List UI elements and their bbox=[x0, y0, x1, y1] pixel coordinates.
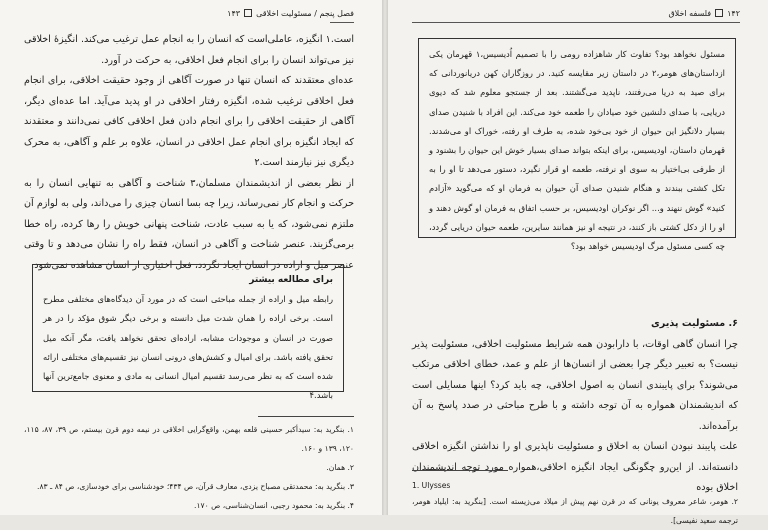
right-paragraph-2: علت پایبند نبودن انسان به اخلاق و مسئولیت ناپذیری او را نداشتن انگیزه اخلاقی دانسته‌اند. از این‌رو چگونگی ایجاد انگیزه اخلاقی،همواره مورد توجه اندیشمندان اخلاق بوده bbox=[412, 441, 738, 493]
section-title: ۶. مسئولیت پذیری bbox=[651, 318, 738, 329]
story-text: مسئول نخواهد بود؟ تفاوت کار شاهزاده رومی را با تصمیم اُدیسیس،۱ قهرمان یکی ازداستان‌های هومر،۲ در داستان زیر مقایسه کنید. در روزگاران کهن دریانوردانی که برای صید به دریا می‌رفتند، ناپدید می‌گشتند. بعد از جستجو معلوم شد که دیوی دریایی، با صدای دلنشین خود صیادان را طعمه خود می‌کند. این افراد با شنیدن صدای بسیار دلانگیز این حیوان از خود بی‌خود شده، به طرف او رفته، خوراک او می‌شدند. قهرمان داستان، اودیسیس، برای اینکه بتواند صدای بسیار خوش این حیوان را بشنود و از طرفی بی‌اختیار به سوی او نرفته، طعمه او قرار نگیرد، دستور می‌دهد تا او را به تکل کشتی ببندند و هنگام شنیدن صدای آن حیوان به فرمان او که می‌گوید «آزادم کنید» گوش ننهند و... اگر نوکران اودیسیس، بر حسب اتفاق به فرمان او گوش دهند و او را از دکل کشتی باز کنند، در نتیجه او نیز همانند سایرین، طعمه حیوان دریایی گردد، چه کسی مسئول مرگ اودیسیس خواهد بود؟ bbox=[429, 49, 725, 252]
right-paragraph-1: چرا انسان گاهی اوقات، با دارابودن همه شرایط مسئولیت اخلاقی، مسئولیت پذیر نیست؟ به تعبیر دیگر چرا بعضی از انسان‌ها از علم و عمد، خطای اخلاقی مرتکب می‌شوند؟ برای پایبندی انسان به اصول اخلاقی، چه باید کرد؟ اینها مسایلی است که اندیشمندان همواره به آن توجه داشته و با طرح مباحثی در صدد پاسخ به آن برآمده‌اند. bbox=[412, 338, 738, 432]
left-header-rule bbox=[330, 22, 354, 23]
right-footnote-fa: ۲. هومر، شاعر معروف یونانی که در قرن نهم پیش از میلاد می‌زیسته است. [بنگرید به: ایلیاد هومر، ترجمه سعید نفیسی]. bbox=[412, 497, 738, 525]
right-header-rule bbox=[412, 22, 740, 23]
left-page-number: ۱۴۳ bbox=[227, 8, 241, 18]
square-ornament-icon bbox=[244, 9, 252, 17]
left-body bbox=[24, 30, 354, 276]
left-header-title bbox=[227, 6, 354, 20]
story-box bbox=[418, 38, 736, 252]
left-footnote-2: ۲. همان. bbox=[326, 463, 354, 472]
book-gutter bbox=[382, 0, 388, 515]
further-study-box bbox=[32, 264, 344, 401]
left-paragraph-1: است.۱ انگیزه، عاملی‌است که انسان را به انجام عمل ترغیب می‌کند. انگیزهٔ اخلاقی نیز می‌تواند انسان را برای انجام فعل اخلاقی، به حرکت در آورد. bbox=[24, 34, 354, 66]
left-header-title-text: فصل پنجم / مسئولیت اخلاقی bbox=[256, 8, 354, 18]
left-footnote-3: ۳. بنگرید به: محمدتقی مصباح یزدی، معارف قرآن، ص ۴۳۴؛ خودشناسی برای خودسازی، ص ۸۴ ـ ۸۳. bbox=[37, 482, 354, 491]
left-footnote-1: ۱. بنگرید به: سیدأکبر حسینی قلعه بهمن، واقع‌گرایی اخلاقی در نیمه دوم قرن بیستم، ص ۳۹، ۸۷، ۱۱۵، ۱۲۰، ۱۳۹ و ۱۶۰. bbox=[24, 425, 354, 453]
left-paragraph-2: عده‌ای معتقدند که انسان تنها در صورت آگاهی از وجود حقیقت اخلاقی، برای انجام فعل اخلاقی ترغیب شده، انگیزه رفتار اخلاقی در او پدید می‌آید. اما عده‌ای دیگر، آگاهی از حقیقت اخلاقی را برای انجام دادن فعل اخلاقی کافی نمی‌دانند و معتقدند که ایجاد انگیزه برای انجام عمل اخلاقی در انسان، علاوه بر علم و آگاهی، به محرک دیگری نیز نیازمند است.۲ bbox=[24, 75, 354, 168]
further-study-title: برای مطالعه بیشتر bbox=[249, 275, 333, 285]
left-page bbox=[0, 0, 384, 515]
left-footnotes bbox=[24, 420, 354, 515]
further-study-text: رابطه میل و اراده از جمله مباحثی است که در مورد آن دیدگاه‌های مختلفی مطرح است. برخی اراده را همان شدت میل دانسته و برخی دیگر شوق مؤکد را در هر صورت در انسان و موجودات مشابه، اراده‌ای تحقق نخواهد یافت، مگر آنکه میل تحقق یافته باشد. برای امیال و کشش‌های درونی انسان نیز تقسیم‌های مختلفی ارائه شده است که به نظر می‌رسد تقسیم امیال انسانی به مادی و معنوی جامع‌ترین آنها باشد.۴ bbox=[43, 294, 333, 401]
right-header-title: فلسفه اخلاق bbox=[668, 8, 712, 18]
left-paragraph-3: از نظر بعضی از اندیشمندان مسلمان،۳ شناخت و آگاهی به تنهایی انسان را به حرکت و انجام کار نمی‌رساند، زیرا چه بسا انسان چیزی را می‌داند، ولی به لوازم آن ملتزم نمی‌شود، که یا به سبب عادت، شناخت پنهانی خویش را رها کرده، راه خطا برمی‌گزیند. عنصر شناخت و آگاهی در انسان، فقط راه را نشان می‌دهد و تا وقتی عنصر میل و اراده در انسان ایجاد نگردد، فعل اختیاری از انسان مشاهده نمی‌شود. bbox=[24, 177, 354, 271]
right-page-number: ۱۴۲ bbox=[727, 8, 740, 18]
right-footnote-rule bbox=[412, 470, 508, 471]
right-page bbox=[384, 0, 768, 525]
square-ornament-icon bbox=[715, 9, 723, 17]
left-footnote-4: ۴. بنگرید به: محمود رجبی، انسان‌شناسی، ص ۱۷۰. bbox=[194, 501, 354, 510]
right-header bbox=[412, 6, 740, 20]
right-footnote-en: 1. Ulysses bbox=[412, 481, 451, 490]
left-footnote-rule bbox=[258, 416, 354, 417]
